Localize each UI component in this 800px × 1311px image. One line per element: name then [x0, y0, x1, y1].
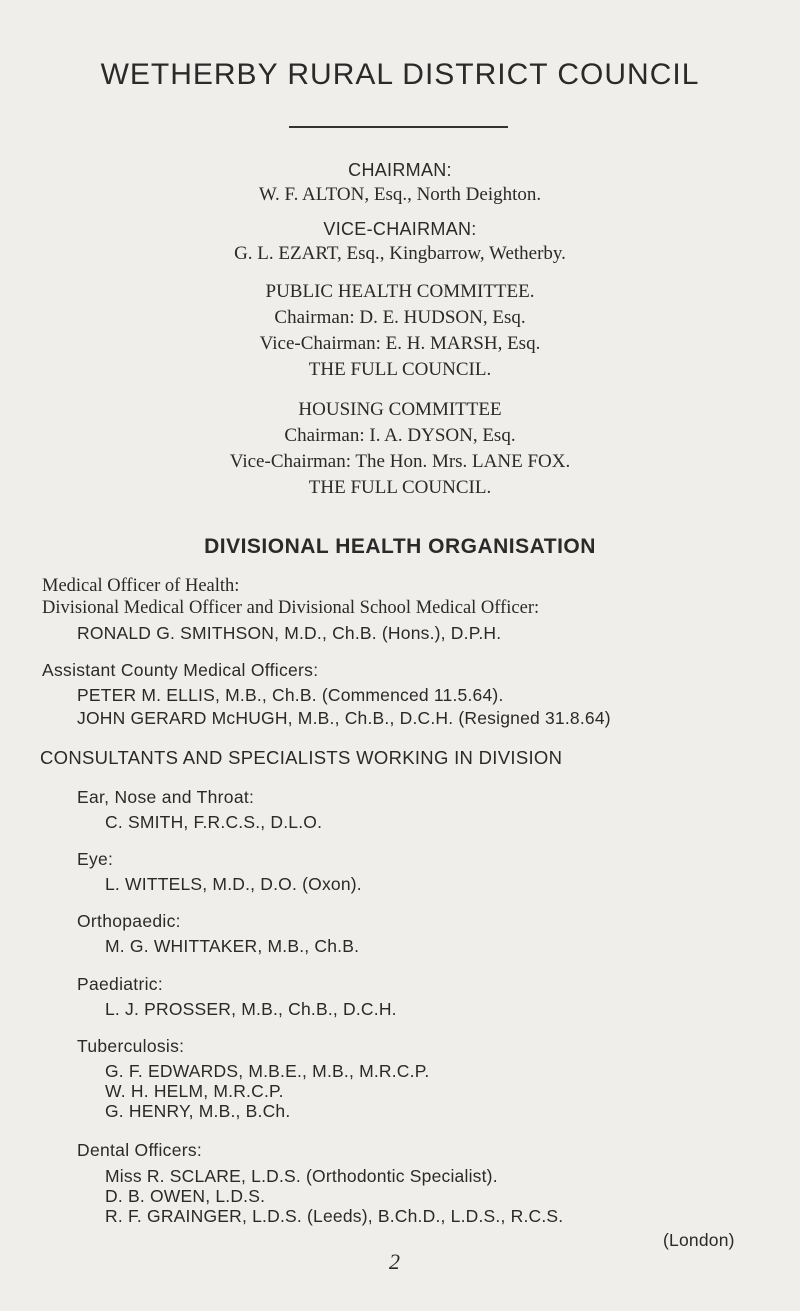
title-rule [289, 126, 508, 128]
consultants-heading: CONSULTANTS AND SPECIALISTS WORKING IN DIVISION [40, 747, 563, 768]
paed-label: Paediatric: [77, 974, 163, 994]
assistant-item: PETER M. ELLIS, M.B., Ch.B. (Commenced 11.5.64). [77, 685, 504, 705]
paed-name: L. J. PROSSER, M.B., Ch.B., D.C.H. [105, 999, 397, 1019]
moh-role: Divisional Medical Officer and Divisional School Medical Officer: [42, 598, 540, 618]
tb-name: G. HENRY, M.B., B.Ch. [105, 1101, 291, 1121]
housing-vice-chairman: Vice-Chairman: The Hon. Mrs. LANE FOX. [229, 451, 571, 472]
page-number: 2 [389, 1249, 400, 1274]
housing-members: THE FULL COUNCIL. [308, 477, 492, 498]
eye-name: L. WITTELS, M.D., D.O. (Oxon). [105, 874, 362, 894]
dental-continuation: (London) [663, 1230, 735, 1250]
vice-chairman-name: G. L. EZART, Esq., Kingbarrow, Wetherby. [234, 243, 566, 264]
page-title: WETHERBY RURAL DISTRICT COUNCIL [100, 58, 700, 91]
eye-label: Eye: [77, 849, 114, 869]
dental-label: Dental Officers: [77, 1140, 203, 1160]
ent-name: C. SMITH, F.R.C.S., D.L.O. [105, 812, 323, 832]
assistants-label: Assistant County Medical Officers: [42, 660, 319, 680]
chairman-label: CHAIRMAN: [348, 160, 452, 180]
tb-label: Tuberculosis: [77, 1036, 185, 1056]
public-health-heading: PUBLIC HEALTH COMMITTEE. [265, 281, 535, 302]
ortho-name: M. G. WHITTAKER, M.B., Ch.B. [105, 936, 360, 956]
dental-name: D. B. OWEN, L.D.S. [105, 1186, 266, 1206]
dental-name: R. F. GRAINGER, L.D.S. (Leeds), B.Ch.D., L.D.S., R.C.S. [105, 1206, 564, 1226]
housing-chairman: Chairman: I. A. DYSON, Esq. [284, 425, 516, 446]
divisional-heading: DIVISIONAL HEALTH ORGANISATION [204, 535, 596, 558]
assistant-item: JOHN GERARD McHUGH, M.B., Ch.B., D.C.H. (Resigned 31.8.64) [77, 708, 611, 728]
chairman-name: W. F. ALTON, Esq., North Deighton. [258, 184, 542, 205]
moh-label: Medical Officer of Health: [42, 576, 240, 596]
dental-name: Miss R. SCLARE, L.D.S. (Orthodontic Specialist). [105, 1166, 498, 1186]
public-health-chairman: Chairman: D. E. HUDSON, Esq. [274, 307, 526, 328]
vice-chairman-label: VICE-CHAIRMAN: [323, 219, 477, 239]
public-health-members: THE FULL COUNCIL. [308, 359, 492, 380]
tb-name: G. F. EDWARDS, M.B.E., M.B., M.R.C.P. [105, 1061, 430, 1081]
moh-name: RONALD G. SMITHSON, M.D., Ch.B. (Hons.), D.P.H. [77, 623, 502, 643]
ortho-label: Orthopaedic: [77, 911, 181, 931]
tb-name: W. H. HELM, M.R.C.P. [105, 1081, 284, 1101]
public-health-vice-chairman: Vice-Chairman: E. H. MARSH, Esq. [259, 333, 541, 354]
ent-label: Ear, Nose and Throat: [77, 787, 255, 807]
housing-heading: HOUSING COMMITTEE [298, 399, 502, 420]
